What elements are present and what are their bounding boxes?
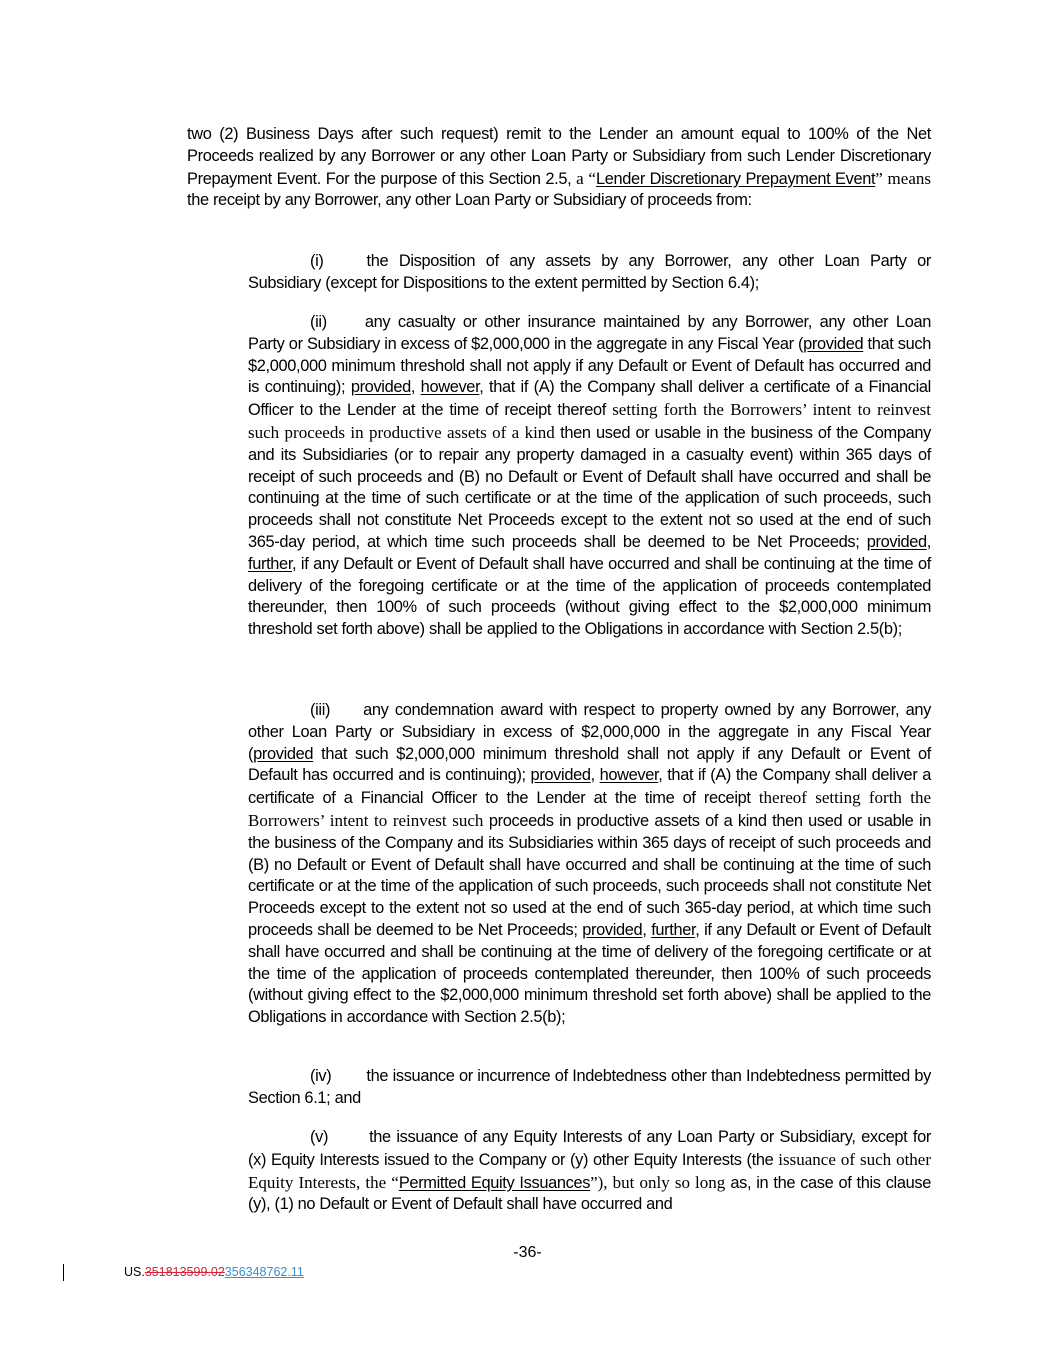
doc-id-inserted: 356348762.11 (224, 1265, 304, 1279)
provided-term: provided (350, 378, 411, 397)
clause-i: (i) the Disposition of any assets by any Borrower, any other Loan Party or Subsidiary (except for Dispositions to the extent permitted by Section 6.4); (248, 252, 931, 292)
clause-label: (v) (310, 1128, 329, 1146)
however-term: however (420, 378, 480, 397)
change-bar (63, 1264, 64, 1281)
document-id (124, 1265, 304, 1279)
provided-term: provided (582, 920, 643, 939)
further-term: further (248, 554, 293, 573)
defined-term-permitted-equity-issuances: Permitted Equity Issuances (398, 1173, 591, 1192)
clause-label: (iii) (310, 701, 331, 719)
page-number: -36- (513, 1244, 542, 1261)
intro-paragraph: two (2) Business Days after such request) remit to the Lender an amount equal to 100% of the Net Proceeds realized by any Borrower or any other Loan Party or Subsidiary from such Lender Discretionary Prepayment Event. For the purpose of this Section 2.5, a “Lender Discretionary Prepayment Event” means the receipt by any Borrower, any other Loan Party or Subsidiary of proceeds from: (187, 125, 931, 210)
clause-label: (iv) (310, 1067, 332, 1085)
provided-term: provided (866, 532, 927, 551)
doc-id-deleted: 351813599.02 (144, 1265, 225, 1279)
clause-v: (v) the issuance of any Equity Interests of any Loan Party or Subsidiary, except for (x) Equity Interests issued to the Company or (y) other Equity Interests (the issuance of such other Equity Interests, the “Permitted Equity Issuances”), but only so long as, in the case of this clause (y), (1) no Default or Event of Default shall have occurred and (248, 1128, 932, 1214)
clause-label: (i) (310, 252, 324, 270)
provided-term: provided (530, 766, 591, 785)
clause-ii: (ii) any casualty or other insurance maintained by any Borrower, any other Loan Party or Subsidiary in excess of $2,000,000 in the aggregate in any Fiscal Year (provided that such $2,000,000 minimum threshold shall not apply if any Default or Event of Default has occurred and is continuing); provided, however, that if (A) the Company shall deliver a certificate of a Financial Officer to the Lender at the time of receipt thereof setting forth the Borrowers’ intent to reinvest such proceeds in productive assets of a kind then used or usable in the business of the Company and its Subsidiaries (or to repair any property damaged in a casualty event) within 365 days of receipt of such proceeds and (B) no Default or Event of Default shall have occurred and shall be continuing at the time of such certificate or at the time of the application of such proceeds, such proceeds shall not constitute Net Proceeds except to the extent not so used at the end of such 365-day period, at which time such proceeds shall be deemed to be Net Proceeds; provided, further, if any Default or Event of Default shall have occurred and shall be continuing at the time of delivery of the foregoing certificate or at the time of the application of proceeds contemplated thereunder, then 100% of such proceeds (without giving effect to the $2,000,000 minimum threshold set forth above) shall be applied to the Obligations in accordance with Section 2.5(b); (248, 313, 931, 639)
clause-iii: (iii) any condemnation award with respect to property owned by any Borrower, any other Loan Party or Subsidiary in excess of $2,000,000 in the aggregate in any Fiscal Year (provided that such $2,000,000 minimum threshold shall not apply if any Default or Event of Default has occurred and is continuing); provided, however, that if (A) the Company shall deliver a certificate of a Financial Officer to the Lender at the time of receipt thereof setting forth the Borrowers’ intent to reinvest such proceeds in productive assets of a kind then used or usable in the business of the Company and its Subsidiaries within 365 days of receipt of such proceeds and (B) no Default or Event of Default shall have occurred and shall be continuing at the time of such certificate or at the time of the application of such proceeds, such proceeds shall not constitute Net Proceeds except to the extent not so used at the end of such 365-day period, at which time such proceeds shall be deemed to be Net Proceeds; provided, further, if any Default or Event of Default shall have occurred and shall be continuing at the time of delivery of the foregoing certificate or at the time of the application of proceeds contemplated thereunder, then 100% of such proceeds (without giving effect to the $2,000,000 minimum threshold set forth above) shall be applied to the Obligations in accordance with Section 2.5(b); (248, 701, 932, 1027)
defined-term-lender-discretionary-prepayment-event: Lender Discretionary Prepayment Event (595, 169, 876, 188)
clause-label: (ii) (310, 313, 327, 331)
provided-term: provided (253, 744, 314, 763)
clause-iv: (iv) the issuance or incurrence of Indebtedness other than Indebtedness permitted by Section 6.1; and (248, 1067, 931, 1107)
further-term: further (651, 920, 696, 939)
provided-term: provided (803, 334, 864, 353)
doc-id-prefix: US. (124, 1265, 145, 1279)
however-term: however (599, 766, 659, 785)
